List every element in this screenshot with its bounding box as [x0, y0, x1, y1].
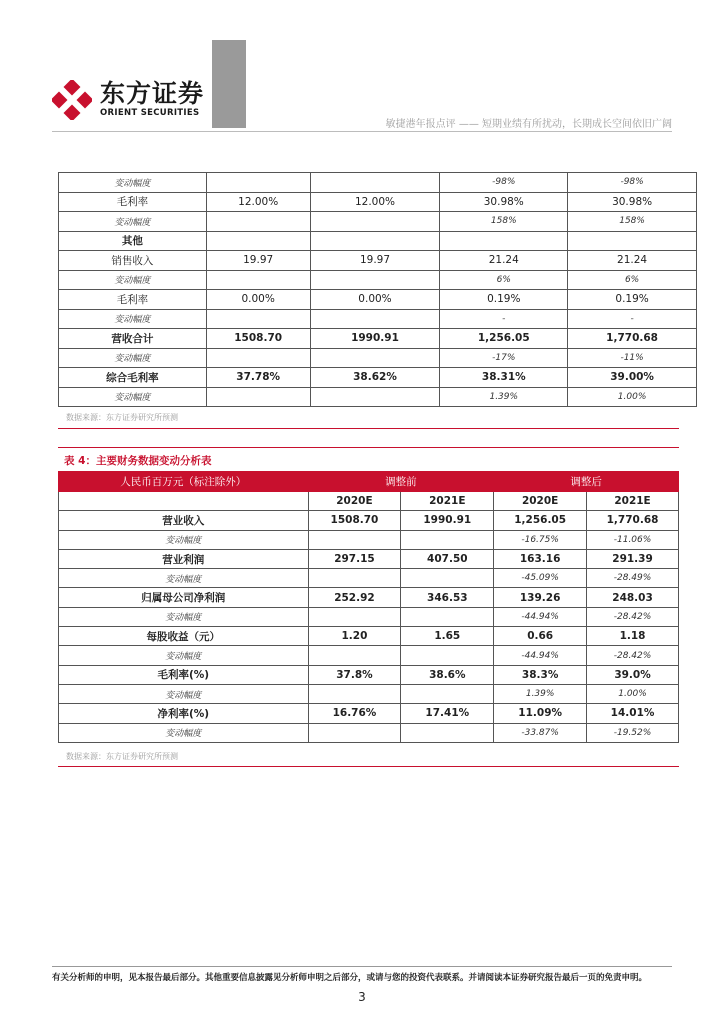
year-cell: 2020E: [308, 492, 401, 511]
value-cell: -44.94%: [494, 646, 587, 665]
value-cell: [206, 387, 310, 407]
row-label: 变动幅度: [59, 270, 207, 290]
orient-logo-icon: [52, 80, 92, 120]
value-cell: 19.97: [310, 251, 440, 271]
table-row: [59, 270, 697, 290]
table-row: [59, 212, 697, 232]
value-cell: [206, 270, 310, 290]
table1-source: 数据来源：东方证券研究所预测: [66, 413, 178, 422]
value-cell: -17%: [440, 348, 568, 368]
value-cell: 1.65: [401, 627, 494, 646]
footer-disclaimer: 有关分析师的申明，见本报告最后部分。其他重要信息披露见分析师申明之后部分，或请与您的投资代表联系。并请阅读本证券研究报告最后一页的免责申明。: [52, 973, 648, 983]
value-cell: [310, 348, 440, 368]
value-cell: [206, 309, 310, 329]
value-cell: 39.0%: [587, 665, 679, 684]
value-cell: 0.66: [494, 627, 587, 646]
value-cell: 30.98%: [568, 192, 697, 212]
row-label: 每股收益（元）: [59, 627, 309, 646]
row-label: 变动幅度: [59, 569, 309, 588]
row-label: 变动幅度: [59, 607, 309, 626]
value-cell: -98%: [440, 173, 568, 193]
row-label: 其他: [59, 231, 207, 251]
value-cell: [310, 270, 440, 290]
value-cell: 139.26: [494, 588, 587, 607]
value-cell: -28.42%: [587, 607, 679, 626]
page-number: 3: [358, 990, 366, 1004]
value-cell: 291.39: [587, 549, 679, 568]
table-row: [59, 549, 679, 568]
value-cell: 252.92: [308, 588, 401, 607]
row-label: 净利率(%): [59, 704, 309, 723]
value-cell: 1508.70: [206, 329, 310, 349]
value-cell: -45.09%: [494, 569, 587, 588]
year-cell: 2020E: [494, 492, 587, 511]
row-label: 营业收入: [59, 511, 309, 530]
value-cell: -16.75%: [494, 530, 587, 549]
table-row: [59, 290, 697, 310]
brand-name-en: ORIENT SECURITIES: [100, 108, 200, 118]
table2-unit-label: 人民币百万元（标注除外）: [59, 472, 309, 492]
value-cell: 16.76%: [308, 704, 401, 723]
table-row: [59, 723, 679, 742]
table1-bottom-rule: [58, 428, 679, 429]
value-cell: 1,770.68: [568, 329, 697, 349]
table-row: [59, 704, 679, 723]
table-row: [59, 684, 679, 703]
row-label: 变动幅度: [59, 387, 207, 407]
value-cell: 1.20: [308, 627, 401, 646]
value-cell: [401, 607, 494, 626]
table-row: [59, 173, 697, 193]
value-cell: 14.01%: [587, 704, 679, 723]
value-cell: 163.16: [494, 549, 587, 568]
value-cell: [308, 607, 401, 626]
row-label: 变动幅度: [59, 348, 207, 368]
row-label: 销售收入: [59, 251, 207, 271]
value-cell: -: [440, 309, 568, 329]
table-row: [59, 511, 679, 530]
value-cell: 38.62%: [310, 368, 440, 388]
value-cell: -33.87%: [494, 723, 587, 742]
table-row: [59, 231, 697, 251]
table-row: [59, 387, 697, 407]
value-cell: 30.98%: [440, 192, 568, 212]
value-cell: [206, 173, 310, 193]
value-cell: 1508.70: [308, 511, 401, 530]
value-cell: 21.24: [568, 251, 697, 271]
value-cell: [310, 309, 440, 329]
value-cell: 248.03: [587, 588, 679, 607]
value-cell: [401, 684, 494, 703]
value-cell: [310, 173, 440, 193]
header-grey-bar: [212, 40, 246, 128]
table2-title: 表 4：主要财务数据变动分析表: [64, 455, 212, 467]
row-label: 营业利润: [59, 549, 309, 568]
value-cell: 12.00%: [206, 192, 310, 212]
value-cell: [308, 646, 401, 665]
value-cell: 37.8%: [308, 665, 401, 684]
value-cell: -28.42%: [587, 646, 679, 665]
value-cell: 1.39%: [440, 387, 568, 407]
value-cell: 37.78%: [206, 368, 310, 388]
table-row: [59, 627, 679, 646]
row-label: 变动幅度: [59, 646, 309, 665]
table-row: [59, 348, 697, 368]
value-cell: [310, 212, 440, 232]
row-label: 变动幅度: [59, 684, 309, 703]
table-row: [59, 530, 679, 549]
group-before-label: 调整前: [308, 472, 494, 492]
value-cell: 1990.91: [401, 511, 494, 530]
value-cell: [568, 231, 697, 251]
revenue-breakdown-table: [58, 172, 697, 407]
value-cell: 0.00%: [206, 290, 310, 310]
value-cell: [206, 212, 310, 232]
table2-top-rule: [58, 447, 679, 448]
row-label: 营收合计: [59, 329, 207, 349]
value-cell: 1,256.05: [494, 511, 587, 530]
row-label: 变动幅度: [59, 173, 207, 193]
table-row: [59, 329, 697, 349]
row-label: 变动幅度: [59, 530, 309, 549]
brand-name-cn: 东方证券: [100, 79, 205, 108]
value-cell: [440, 231, 568, 251]
value-cell: [308, 530, 401, 549]
year-cell: 2021E: [587, 492, 679, 511]
value-cell: -19.52%: [587, 723, 679, 742]
value-cell: 11.09%: [494, 704, 587, 723]
value-cell: 1.00%: [587, 684, 679, 703]
value-cell: -28.49%: [587, 569, 679, 588]
value-cell: 158%: [440, 212, 568, 232]
row-label: 归属母公司净利润: [59, 588, 309, 607]
year-blank-cell: [59, 492, 309, 511]
value-cell: 0.19%: [568, 290, 697, 310]
value-cell: 1,770.68: [587, 511, 679, 530]
value-cell: 39.00%: [568, 368, 697, 388]
value-cell: -98%: [568, 173, 697, 193]
group-after-label: 调整后: [494, 472, 679, 492]
value-cell: 38.31%: [440, 368, 568, 388]
value-cell: -11.06%: [587, 530, 679, 549]
table-row: [59, 569, 679, 588]
value-cell: [401, 569, 494, 588]
footer-divider: [52, 966, 672, 967]
value-cell: 12.00%: [310, 192, 440, 212]
value-cell: 6%: [440, 270, 568, 290]
year-cell: 2021E: [401, 492, 494, 511]
table-row: [59, 665, 679, 684]
table-row: [59, 251, 697, 271]
value-cell: 0.19%: [440, 290, 568, 310]
value-cell: 6%: [568, 270, 697, 290]
value-cell: 17.41%: [401, 704, 494, 723]
header-divider: [52, 131, 672, 132]
value-cell: -44.94%: [494, 607, 587, 626]
value-cell: [401, 646, 494, 665]
value-cell: 1.18: [587, 627, 679, 646]
value-cell: 346.53: [401, 588, 494, 607]
table2-year-row: [59, 492, 679, 511]
value-cell: [308, 684, 401, 703]
table2-source: 数据来源：东方证券研究所预测: [66, 752, 178, 761]
table-row: [59, 192, 697, 212]
value-cell: [206, 348, 310, 368]
value-cell: 38.6%: [401, 665, 494, 684]
value-cell: [308, 569, 401, 588]
row-label: 变动幅度: [59, 212, 207, 232]
value-cell: 158%: [568, 212, 697, 232]
value-cell: -: [568, 309, 697, 329]
value-cell: [308, 723, 401, 742]
row-label: 变动幅度: [59, 309, 207, 329]
table-row: [59, 309, 697, 329]
value-cell: 1990.91: [310, 329, 440, 349]
row-label: 综合毛利率: [59, 368, 207, 388]
value-cell: 0.00%: [310, 290, 440, 310]
table-row: [59, 607, 679, 626]
row-label: 变动幅度: [59, 723, 309, 742]
value-cell: [206, 231, 310, 251]
value-cell: [401, 530, 494, 549]
value-cell: 1.00%: [568, 387, 697, 407]
table2-bottom-rule: [58, 766, 679, 767]
value-cell: 21.24: [440, 251, 568, 271]
value-cell: 19.97: [206, 251, 310, 271]
report-subtitle: 敏捷港年报点评 —— 短期业绩有所扰动，长期成长空间依旧广阔: [385, 119, 672, 130]
value-cell: 1.39%: [494, 684, 587, 703]
table-row: [59, 588, 679, 607]
row-label: 毛利率: [59, 192, 207, 212]
value-cell: 297.15: [308, 549, 401, 568]
table-row: [59, 646, 679, 665]
financial-change-table: [58, 471, 679, 743]
row-label: 毛利率: [59, 290, 207, 310]
table-row: [59, 368, 697, 388]
value-cell: 407.50: [401, 549, 494, 568]
value-cell: [310, 387, 440, 407]
value-cell: 38.3%: [494, 665, 587, 684]
value-cell: [310, 231, 440, 251]
value-cell: [401, 723, 494, 742]
value-cell: 1,256.05: [440, 329, 568, 349]
value-cell: -11%: [568, 348, 697, 368]
row-label: 毛利率(%): [59, 665, 309, 684]
table2-header-row: [59, 472, 679, 492]
